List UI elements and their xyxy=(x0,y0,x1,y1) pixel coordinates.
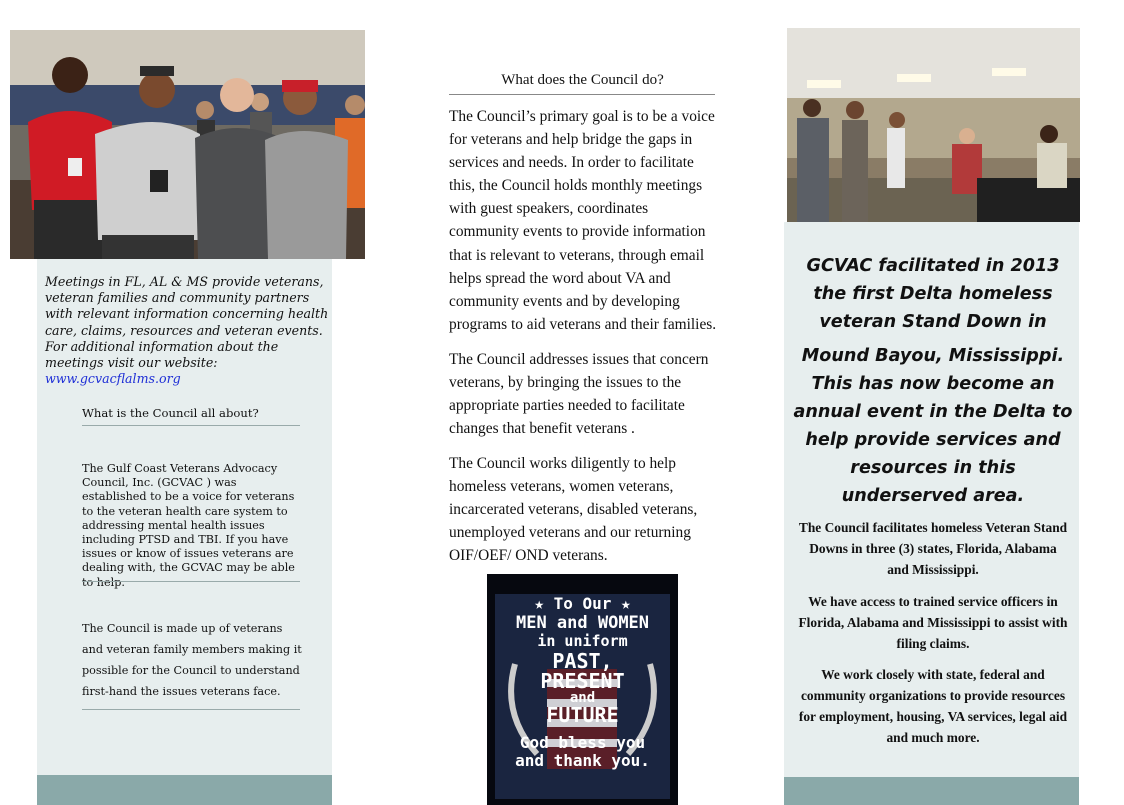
service-officers-paragraph: We have access to trained service officers in Florida, Alabama and Mississippi to assist with filing claims. xyxy=(798,594,1068,651)
council-about-paragraph: The Gulf Coast Veterans Advocacy Council, Inc. (GCVAC ) was established to be a voice for veterans to the veteran health care system to addressing mental health issues including PTSD and TBI. If you have issues or know of issues veterans are dealing with, the GCVAC may be able to help. xyxy=(82,462,295,589)
title-underline xyxy=(449,94,715,95)
poster-line: ★ To Our ★ xyxy=(534,594,631,613)
headline-part-2: Mound Bayou, Mississippi. This has now become an annual event in the Delta to help provide services and resources in this underserved area. xyxy=(793,346,1073,506)
poster-line: PAST, xyxy=(552,649,613,673)
council-does-title: What does the Council do? xyxy=(501,72,664,88)
website-link[interactable]: www.gcvacflalms.org xyxy=(45,371,181,387)
left-footer-band xyxy=(37,775,332,805)
poster-line: MEN and WOMEN xyxy=(515,613,650,633)
meetings-intro-text xyxy=(45,274,330,387)
section-divider xyxy=(82,581,300,582)
title-underline xyxy=(82,425,300,426)
headline-part-1: GCVAC facilitated in 2013 the first Delta homeless veteran Stand Down in xyxy=(806,256,1060,332)
poster-line: FUTURE xyxy=(546,703,619,727)
section-divider xyxy=(82,709,300,710)
poster-line: in uniform xyxy=(537,632,628,650)
stand-downs-paragraph: The Council facilitates homeless Veteran Stand Downs in three (3) states, Florida, Alabama and Mississippi. xyxy=(798,520,1068,577)
poster-line: and xyxy=(569,690,596,706)
veterans-group-photo xyxy=(10,30,365,259)
council-members-paragraph: The Council is made up of veterans and veteran family members making it possible for the Council to understand first-hand the issues veterans face. xyxy=(82,622,302,698)
primary-goal-paragraph: The Council’s primary goal is to be a voice for veterans and help bridge the gaps in services and needs. In order to facilitate this, the Council holds monthly meetings with guest speakers, coordinates community events to provide information that is relevant to veterans, through email helps spread the word about VA and community events and by developing programs to aid veterans and their families. xyxy=(449,108,717,333)
partnerships-paragraph: We work closely with state, federal and community organizations to provide resources for employment, housing, VA services, legal aid and much more. xyxy=(798,667,1068,745)
poster-line: God bless you xyxy=(519,733,646,752)
stand-down-headline xyxy=(790,252,1076,510)
stand-down-event-photo xyxy=(787,28,1080,222)
issues-paragraph: The Council addresses issues that concern veterans, by bringing the issues to the appropriate parties needed to facilitate changes that benefit veterans . xyxy=(449,351,709,438)
meetings-intro: Meetings in FL, AL & MS provide veterans, veteran families and community partners with relevant information concerning health care, claims, resources and veteran events. For additional information about the meetings visit our website: xyxy=(45,274,329,371)
poster-line: PRESENT xyxy=(540,669,625,693)
right-footer-band xyxy=(784,777,1079,805)
homeless-veterans-paragraph: The Council works diligently to help homeless veterans, women veterans, incarcerated veterans, disabled veterans, unemployed veterans and our returning OIF/OEF/ OND veterans. xyxy=(449,455,698,565)
poster-line: and thank you. xyxy=(515,751,650,770)
council-about-title: What is the Council all about? xyxy=(82,406,259,420)
flag-tribute-poster xyxy=(487,574,678,805)
